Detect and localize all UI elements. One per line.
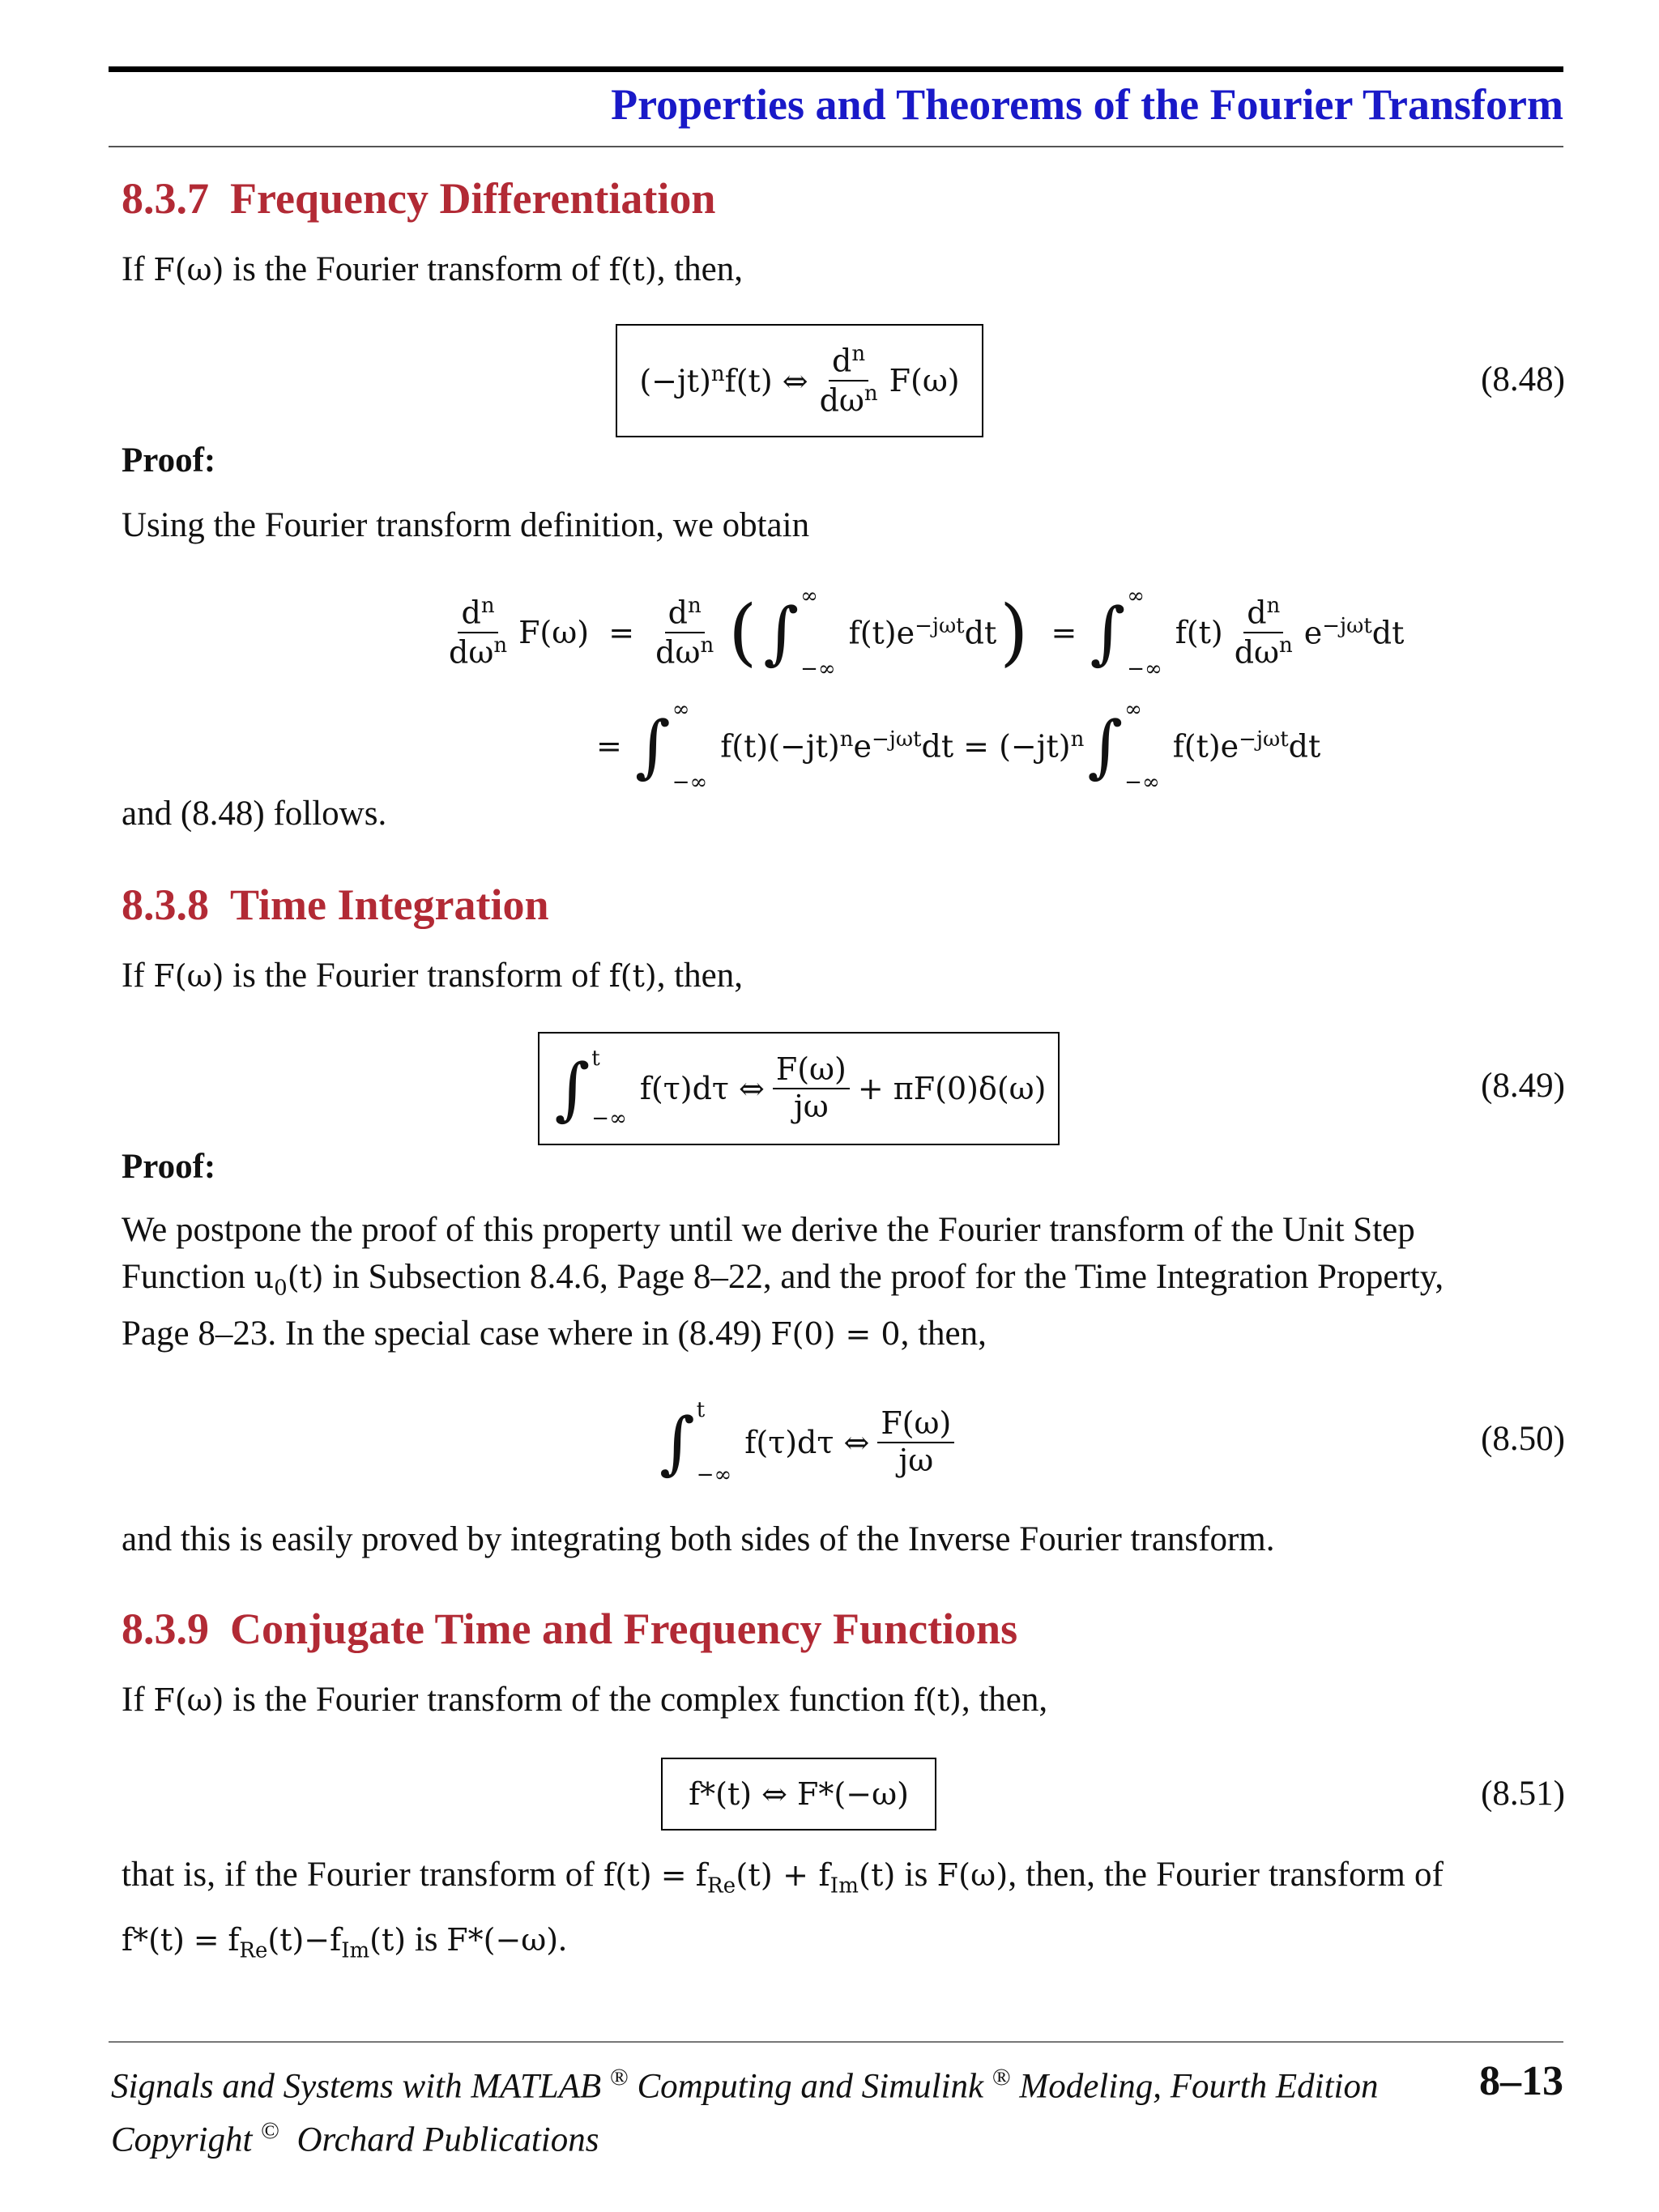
equation-8-51-box: f*(t) ⇔ F*(−ω) [661, 1758, 936, 1831]
footer-copyright: Copyright © Orchard Publications [111, 2117, 599, 2159]
equation-number: (8.51) [1481, 1775, 1565, 1813]
derivation-line-2: = ∫ ∞ −∞ $f(t)(-jt)^ne^{-j\omega t}dt = (-jt)^n$ ∫ ∞ −∞ $f(t)e^{-j\omega t}dt$ [596, 697, 1321, 795]
sec839-line1: that is, if the Fourier transform of $f(t) = f_{Re}(t) + f_{Im}(t)$ is F(ω), then, the Fourier transform of [122, 1856, 1444, 1899]
equation-8-50: ∫ t −∞ f(τ)dτ ⇔ $\frac{F(\omega)}{j\omega}$ [656, 1390, 962, 1495]
sec838-intro: If F(ω) is the Fourier transform of f(t), then, [122, 957, 743, 995]
proof-label: Proof: [122, 1148, 216, 1186]
sec839-intro: If F(ω) is the Fourier transform of the complex function f(t), then, [122, 1681, 1048, 1719]
sec838-p1: We postpone the proof of this property until we derive the Fourier transform of the Unit Step [122, 1211, 1415, 1249]
section-heading-8-3-8: 8.3.8 Time Integration [122, 880, 549, 929]
equation-number: (8.49) [1481, 1067, 1565, 1105]
equation-8-48-box: $(-jt)^nf(t)$ ⇔ $\frac{d^n}{d\omega^n}$ F(ω) [616, 324, 983, 437]
sec838-p2: Function $u_0(t)$ in Subsection 8.4.6, Page 8–22, and the proof for the Time Integration Property, [122, 1258, 1444, 1301]
sec837-using: Using the Fourier transform definition, we obtain [122, 506, 810, 544]
header-rule [109, 66, 1563, 72]
sec837-intro: If F(ω) is the Fourier transform of f(t), then, [122, 250, 743, 288]
footer-book-title: Signals and Systems with MATLAB ® Computing and Simulink ® Modeling, Fourth Edition [111, 2064, 1379, 2106]
derivation-line-1: $\frac{d^n}{d\omega^n}$ F(ω) = $\frac{d^n}{d\omega^n}$ ( ∫ ∞ −∞ $f(t)e^{-j\omega t}dt$ ) = ∫ ∞ −∞ f(t) $\frac{d^n}{d\omega^n}$ $e^{-j\omega t}dt$ [449, 584, 1405, 681]
header-divider [109, 146, 1563, 147]
equation-number: (8.48) [1481, 360, 1565, 399]
footer-divider [109, 2041, 1563, 2043]
running-head: Properties and Theorems of the Fourier Transform [611, 80, 1563, 129]
sec839-line2: $f*(t) = f_{Re}(t)-f_{Im}(t)$ is F*(−ω). [122, 1920, 567, 1963]
section-heading-8-3-7: 8.3.7 Frequency Differentiation [122, 174, 716, 223]
sec838-p3: Page 8–23. In the special case where in (8.49) F(0) = 0, then, [122, 1315, 987, 1353]
sec838-closing: and this is easily proved by integrating both sides of the Inverse Fourier transform. [122, 1520, 1275, 1558]
sec837-follows: and (8.48) follows. [122, 795, 387, 833]
page-number: 8–13 [1479, 2058, 1563, 2104]
equation-8-49-box: ∫ t −∞ f(τ)dτ ⇔ $\frac{F(\omega)}{j\omega}$ + πF(0)δ(ω) [538, 1032, 1060, 1145]
section-heading-8-3-9: 8.3.9 Conjugate Time and Frequency Functions [122, 1605, 1018, 1653]
equation-number: (8.50) [1481, 1420, 1565, 1458]
proof-label: Proof: [122, 441, 216, 479]
